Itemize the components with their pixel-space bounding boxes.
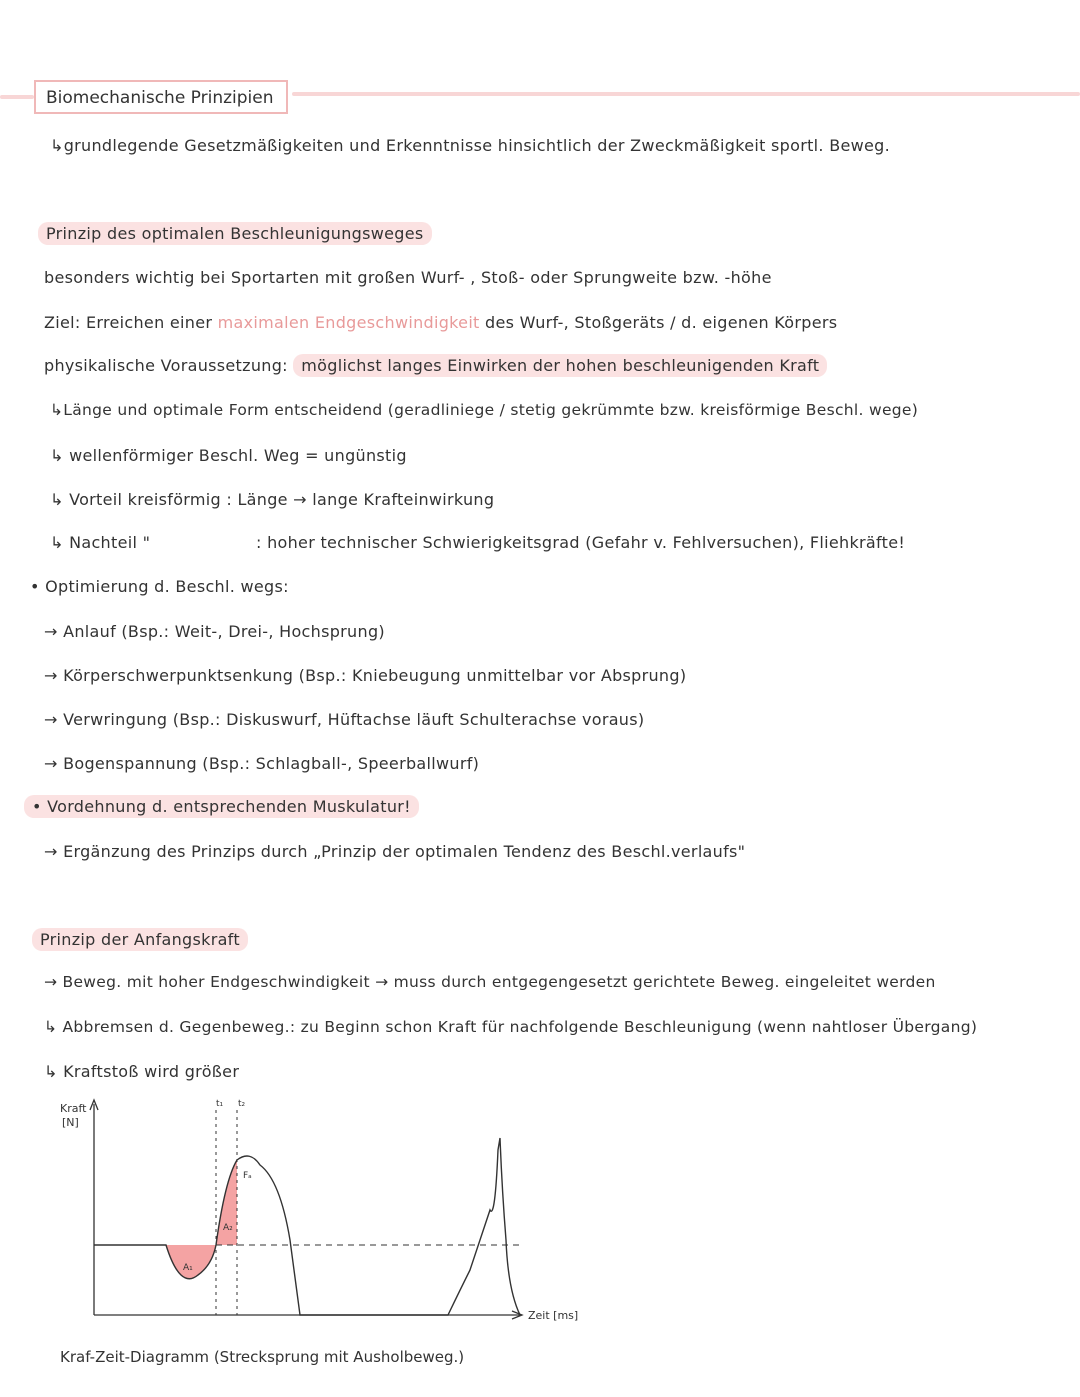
phys-prefix: physikalische Voraussetzung: bbox=[44, 356, 288, 375]
header-rule-left bbox=[0, 95, 34, 99]
t2-label: t₂ bbox=[238, 1099, 246, 1109]
vordehnung-text: • Vordehnung d. entsprechenden Muskulatur! bbox=[24, 795, 419, 818]
optimization-item: → Bogenspannung (Bsp.: Schlagball-, Speerballwurf) bbox=[44, 754, 480, 773]
t1-label: t₁ bbox=[216, 1099, 224, 1109]
intro-text: ↳grundlegende Gesetzmäßigkeiten und Erkenntnisse hinsichtlich der Zweckmäßigkeit sportl. Beweg. bbox=[50, 136, 890, 155]
a2-label: A₂ bbox=[223, 1223, 233, 1233]
goal-line bbox=[44, 313, 837, 332]
area-a1 bbox=[166, 1245, 216, 1279]
optimization-heading: • Optimierung d. Beschl. wegs: bbox=[30, 577, 289, 596]
y-label-2: [N] bbox=[62, 1116, 79, 1129]
sub-line-4-text: : hoher technischer Schwierigkeitsgrad (Gefahr v. Fehlversuchen), Fliehkräfte! bbox=[256, 533, 906, 552]
optimization-item: → Verwringung (Bsp.: Diskuswurf, Hüftachse läuft Schulterachse voraus) bbox=[44, 710, 645, 729]
sub-line-2: ↳ wellenförmiger Beschl. Weg = ungünstig bbox=[50, 446, 407, 465]
section1-heading bbox=[38, 224, 432, 243]
fa-label: Fₐ bbox=[243, 1171, 252, 1181]
section2-heading-text: Prinzip der Anfangskraft bbox=[32, 928, 248, 951]
header-rule-right bbox=[292, 92, 1080, 96]
section2-heading bbox=[32, 930, 248, 949]
section1-line1: besonders wichtig bei Sportarten mit großen Wurf- , Stoß- oder Sprungweite bzw. -höhe bbox=[44, 268, 772, 287]
diagram-caption: Kraf-Zeit-Diagramm (Strecksprung mit Ausholbeweg.) bbox=[60, 1348, 465, 1366]
force-curve bbox=[94, 1138, 520, 1315]
force-time-diagram bbox=[50, 1090, 610, 1340]
ergaenzung-line: → Ergänzung des Prinzips durch „Prinzip der optimalen Tendenz des Beschl.verlaufs" bbox=[44, 842, 746, 861]
y-label-1: Kraft bbox=[60, 1102, 87, 1115]
sub-line-3: ↳ Vorteil kreisförmig : Länge → lange Krafteinwirkung bbox=[50, 490, 495, 509]
x-axis-label: Zeit [ms] bbox=[528, 1309, 579, 1322]
page-title: Biomechanische Prinzipien bbox=[34, 80, 288, 114]
optimization-item: → Körperschwerpunktsenkung (Bsp.: Kniebeugung unmittelbar vor Absprung) bbox=[44, 666, 687, 685]
optimization-item: → Anlauf (Bsp.: Weit-, Drei-, Hochsprung) bbox=[44, 622, 385, 641]
section2-line2: ↳ Abbremsen d. Gegenbeweg.: zu Beginn schon Kraft für nachfolgende Beschleunigung (wenn nahtloser Übergang) bbox=[44, 1018, 978, 1036]
vordehnung-line bbox=[24, 797, 419, 816]
sub-line-1: ↳Länge und optimale Form entscheidend (geradliniege / stetig gekrümmte bzw. kreisförmige Beschl. wege) bbox=[50, 401, 919, 419]
section2-line3: ↳ Kraftstoß wird größer bbox=[44, 1062, 240, 1081]
goal-suffix: des Wurf-, Stoßgeräts / d. eigenen Körpers bbox=[485, 313, 838, 332]
section2-line1: → Beweg. mit hoher Endgeschwindigkeit → muss durch entgegengesetzt gerichtete Beweg. eingeleitet werden bbox=[44, 973, 936, 991]
goal-prefix: Ziel: Erreichen einer bbox=[44, 313, 213, 332]
sub-line-4-label: ↳ Nachteil " bbox=[50, 533, 151, 552]
goal-highlight: maximalen Endgeschwindigkeit bbox=[217, 313, 480, 332]
phys-line bbox=[44, 356, 827, 375]
section1-heading-text: Prinzip des optimalen Beschleunigungsweges bbox=[38, 222, 432, 245]
a1-label: A₁ bbox=[183, 1263, 193, 1273]
phys-highlight: möglichst langes Einwirken der hohen beschleunigenden Kraft bbox=[293, 354, 827, 377]
